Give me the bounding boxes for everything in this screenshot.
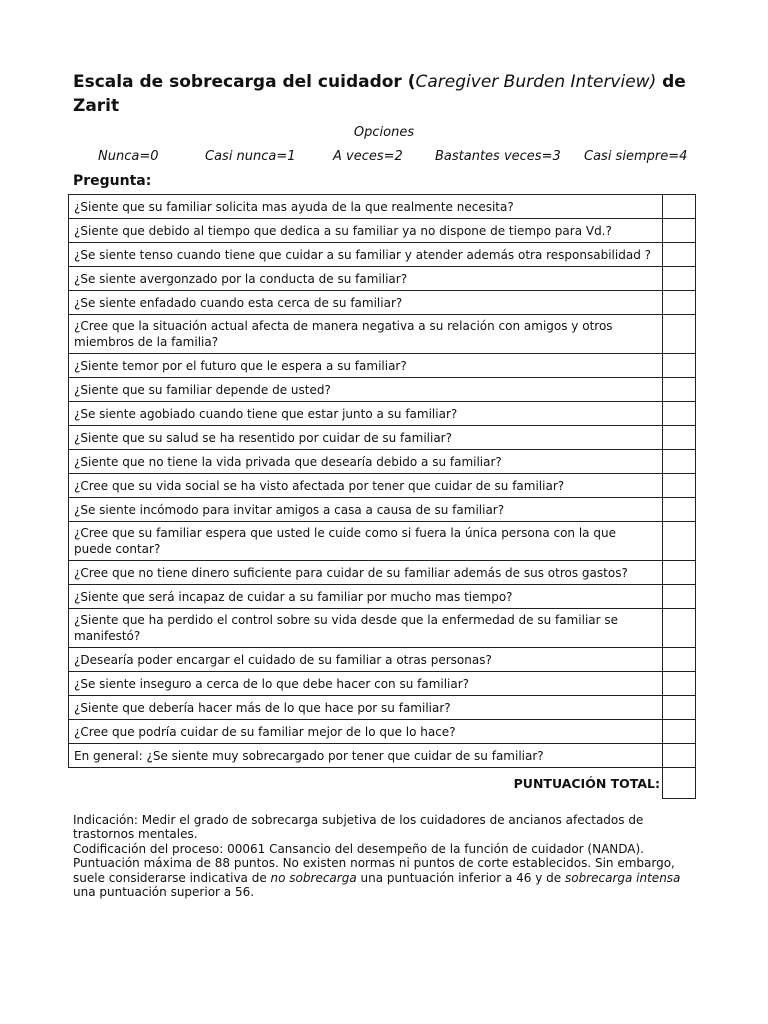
question-text: ¿Siente que debido al tiempo que dedica a su familiar ya no dispone de tiempo para Vd.? <box>69 219 663 243</box>
note-puntuacion <box>73 856 698 899</box>
question-text: ¿Se siente tenso cuando tiene que cuidar a su familiar y atender además otra responsabilidad ? <box>69 243 663 267</box>
option-bastantes-veces: Bastantes veces=3 <box>435 149 561 164</box>
score-box[interactable] <box>663 195 696 219</box>
question-text: ¿Se siente incómodo para invitar amigos a casa a causa de su familiar? <box>69 498 663 522</box>
question-text: ¿Cree que su familiar espera que usted le cuide como si fuera la única persona con la que puede contar? <box>69 522 663 561</box>
table-row <box>69 450 696 474</box>
table-row <box>69 315 696 354</box>
table-row <box>69 744 696 768</box>
option-nunca: Nunca=0 <box>98 149 159 164</box>
table-row <box>69 522 696 561</box>
score-box[interactable] <box>663 648 696 672</box>
score-box[interactable] <box>663 267 696 291</box>
table-row <box>69 219 696 243</box>
option-a-veces: A veces=2 <box>333 149 403 164</box>
score-box[interactable] <box>663 585 696 609</box>
table-row <box>69 291 696 315</box>
question-text: ¿Se siente avergonzado por la conducta de su familiar? <box>69 267 663 291</box>
score-box[interactable] <box>663 402 696 426</box>
table-row <box>69 378 696 402</box>
table-row <box>69 498 696 522</box>
option-casi-siempre: Casi siempre=4 <box>584 149 688 164</box>
note-codificacion: Codificación del proceso: 00061 Cansancio del desempeño de la función de cuidador (NANDA). <box>73 841 644 856</box>
table-row <box>69 195 696 219</box>
table-row <box>69 474 696 498</box>
score-box[interactable] <box>663 219 696 243</box>
title-paren: ( <box>401 72 416 92</box>
question-text: ¿Siente que su familiar solicita mas ayuda de la que realmente necesita? <box>69 195 663 219</box>
question-text: ¿Cree que la situación actual afecta de manera negativa a su relación con amigos y otros miembros de la familia? <box>69 315 663 354</box>
question-text: ¿Cree que su vida social se ha visto afectada por tener que cuidar de su familiar? <box>69 474 663 498</box>
page-title <box>73 70 713 118</box>
score-box[interactable] <box>663 315 696 354</box>
table-row <box>69 354 696 378</box>
table-row <box>69 267 696 291</box>
question-text: ¿Se siente enfadado cuando esta cerca de su familiar? <box>69 291 663 315</box>
questions-table <box>68 194 696 799</box>
score-box[interactable] <box>663 696 696 720</box>
title-main: Escala de sobrecarga del cuidador <box>73 72 402 92</box>
question-text: ¿Siente que ha perdido el control sobre su vida desde que la enfermedad de su familiar se manifestó? <box>69 609 663 648</box>
question-text: ¿Se siente inseguro a cerca de lo que debe hacer con su familiar? <box>69 672 663 696</box>
table-row <box>69 426 696 450</box>
score-box[interactable] <box>663 474 696 498</box>
score-box[interactable] <box>663 378 696 402</box>
question-heading: Pregunta: <box>73 173 152 189</box>
table-row <box>69 648 696 672</box>
note-puntuacion-a: Puntuación máxima de 88 puntos. No existen normas ni puntos de corte establecidos. Sin embargo, suele considerarse indicativa de <box>73 856 675 885</box>
score-box[interactable] <box>663 243 696 267</box>
score-box[interactable] <box>663 672 696 696</box>
score-box[interactable] <box>663 720 696 744</box>
table-row <box>69 243 696 267</box>
question-text: ¿Siente que no tiene la vida privada que desearía debido a su familiar? <box>69 450 663 474</box>
notes <box>73 813 698 899</box>
table-row <box>69 720 696 744</box>
question-text: ¿Siente temor por el futuro que le espera a su familiar? <box>69 354 663 378</box>
score-box[interactable] <box>663 609 696 648</box>
question-text: ¿Desearía poder encargar el cuidado de su familiar a otras personas? <box>69 648 663 672</box>
question-text: En general: ¿Se siente muy sobrecargado por tener que cuidar de su familiar? <box>69 744 663 768</box>
title-suffix: de Zarit <box>73 72 686 116</box>
question-text: ¿Se siente agobiado cuando tiene que estar junto a su familiar? <box>69 402 663 426</box>
score-box[interactable] <box>663 354 696 378</box>
table-row <box>69 561 696 585</box>
options-heading: Opciones <box>353 125 415 140</box>
title-english: Caregiver Burden Interview) <box>415 72 657 92</box>
option-casi-nunca: Casi nunca=1 <box>205 149 296 164</box>
table-row <box>69 672 696 696</box>
score-box[interactable] <box>663 561 696 585</box>
question-text: ¿Siente que su salud se ha resentido por cuidar de su familiar? <box>69 426 663 450</box>
total-score-box[interactable] <box>663 768 696 799</box>
score-box[interactable] <box>663 450 696 474</box>
score-box[interactable] <box>663 291 696 315</box>
question-text: ¿Cree que podría cuidar de su familiar mejor de lo que lo hace? <box>69 720 663 744</box>
note-puntuacion-b: una puntuación inferior a 46 y de <box>356 870 565 885</box>
note-puntuacion-c: una puntuación superior a 56. <box>73 885 255 900</box>
total-label: PUNTUACIÓN TOTAL: <box>513 776 660 791</box>
question-text: ¿Siente que debería hacer más de lo que hace por su familiar? <box>69 696 663 720</box>
table-row <box>69 402 696 426</box>
note-indicacion: Indicación: Medir el grado de sobrecarga subjetiva de los cuidadores de ancianos afectados de trastornos mentales. <box>73 813 644 842</box>
question-text: ¿Siente que será incapaz de cuidar a su familiar por mucho mas tiempo? <box>69 585 663 609</box>
table-row <box>69 585 696 609</box>
score-box[interactable] <box>663 522 696 561</box>
score-box[interactable] <box>663 426 696 450</box>
score-box[interactable] <box>663 744 696 768</box>
total-row <box>69 768 696 799</box>
note-no-sobrecarga: no sobrecarga <box>270 870 357 885</box>
question-text: ¿Cree que no tiene dinero suficiente para cuidar de su familiar además de sus otros gastos? <box>69 561 663 585</box>
table-row <box>69 696 696 720</box>
question-text: ¿Siente que su familiar depende de usted? <box>69 378 663 402</box>
score-box[interactable] <box>663 498 696 522</box>
note-sobrecarga-intensa: sobrecarga intensa <box>564 870 681 885</box>
table-row <box>69 609 696 648</box>
